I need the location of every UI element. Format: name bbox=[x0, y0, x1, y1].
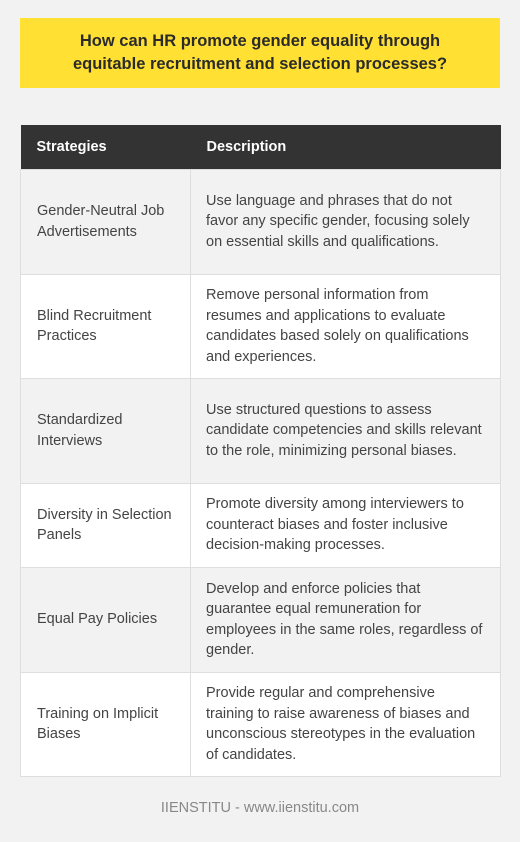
strategies-table bbox=[20, 125, 501, 777]
strategy-cell: Blind Recruitment Practices bbox=[21, 274, 191, 378]
title-banner bbox=[20, 18, 500, 88]
header-strategies: Strategies bbox=[21, 125, 191, 169]
table-row bbox=[21, 169, 501, 274]
table-row bbox=[21, 483, 501, 567]
table-row bbox=[21, 672, 501, 776]
strategy-cell: Training on Implicit Biases bbox=[21, 672, 191, 776]
table-header-row bbox=[21, 125, 501, 169]
description-cell: Remove personal information from resumes and applications to evaluate candidates based solely on qualifications and experiences. bbox=[191, 274, 501, 378]
table-row bbox=[21, 274, 501, 378]
table-row bbox=[21, 567, 501, 672]
strategy-cell: Gender-Neutral Job Advertisements bbox=[21, 169, 191, 274]
strategy-cell: Diversity in Selection Panels bbox=[21, 483, 191, 567]
description-cell: Develop and enforce policies that guarantee equal remuneration for employees in the same roles, regardless of gender. bbox=[191, 567, 501, 672]
description-cell: Provide regular and comprehensive training to raise awareness of biases and unconscious stereotypes in the evaluation of candidates. bbox=[191, 672, 501, 776]
description-cell: Use language and phrases that do not favor any specific gender, focusing solely on essential skills and qualifications. bbox=[191, 169, 501, 274]
page-title: How can HR promote gender equality through equitable recruitment and selection processes? bbox=[72, 32, 448, 73]
strategy-cell: Equal Pay Policies bbox=[21, 567, 191, 672]
header-description: Description bbox=[191, 125, 501, 169]
strategy-cell: Standardized Interviews bbox=[21, 378, 191, 483]
table-row bbox=[21, 378, 501, 483]
description-cell: Promote diversity among interviewers to counteract biases and foster inclusive decision-making processes. bbox=[191, 483, 501, 567]
footer-credit: IIENSTITU - www.iienstitu.com bbox=[160, 800, 360, 816]
description-cell: Use structured questions to assess candidate competencies and skills relevant to the role, minimizing personal biases. bbox=[191, 378, 501, 483]
